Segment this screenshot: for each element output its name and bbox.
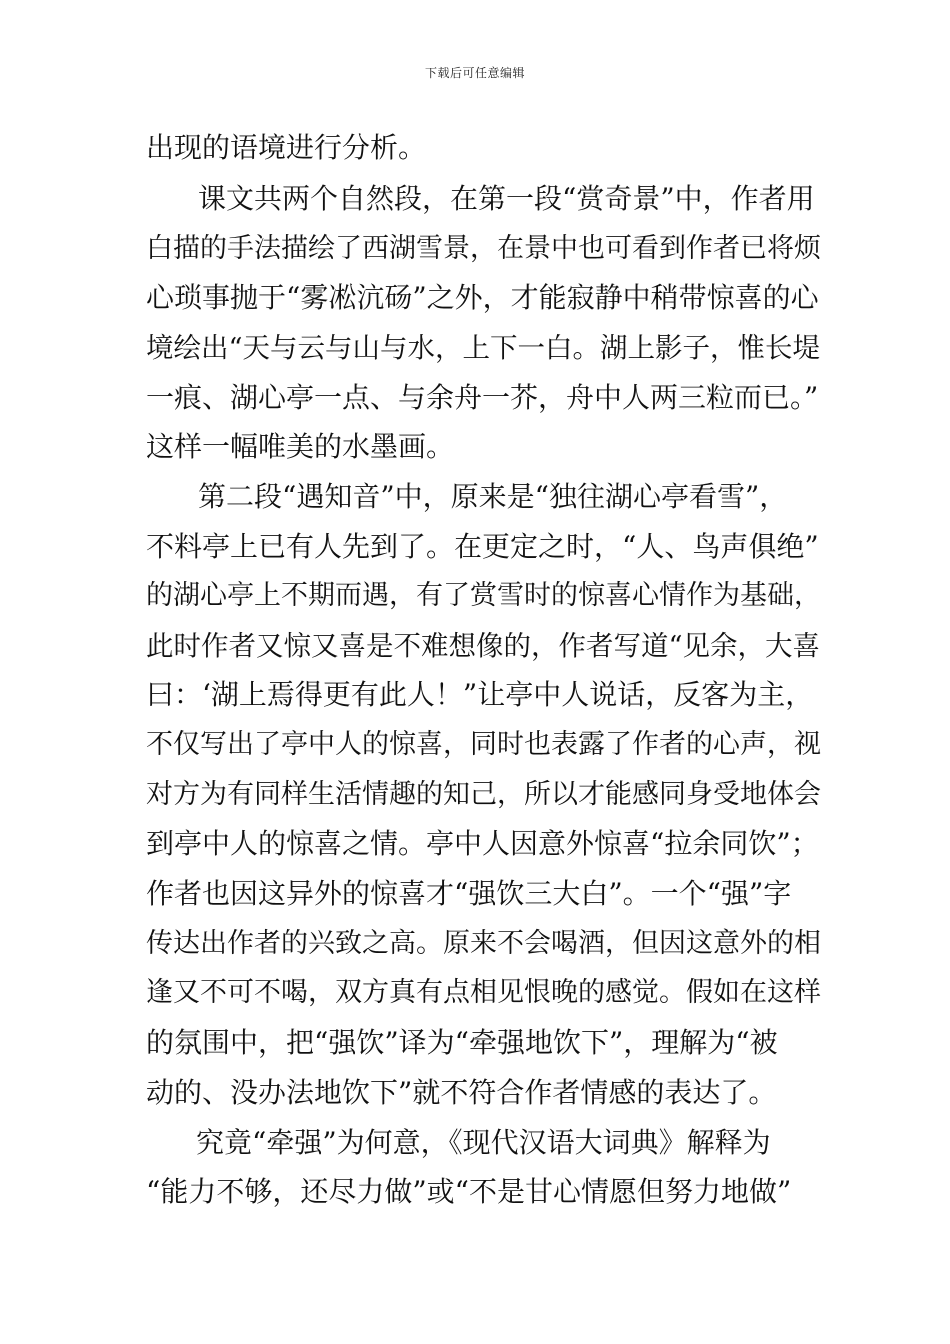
text-line: 的湖心亭上不期而遇，有了赏雪时的惊喜心情作为基础， bbox=[146, 580, 821, 611]
text-line: 这样一幅唯美的水墨画。 bbox=[146, 430, 455, 463]
text-line: 曰：‘湖上焉得更有此人！”让亭中人说话，反客为主， bbox=[146, 678, 814, 711]
text-line: 逢又不可不喝，双方真有点相见恨晚的感觉。假如在这样 bbox=[146, 977, 821, 1008]
text-line: 一痕、湖心亭一点、与余舟一芥，舟中人两三粒而已。” bbox=[146, 381, 819, 414]
text-line: 对方为有同样生活情趣的知己，所以才能感同身受地体会 bbox=[146, 779, 821, 810]
text-line: 不料亭上已有人先到了。在更定之时，“人、鸟声俱绝” bbox=[146, 530, 819, 563]
text-line: 的氛围中，把“强饮”译为“牵强地饮下”，理解为“被 bbox=[146, 1026, 778, 1059]
text-line: 心琐事抛于“雾凇沆砀”之外，才能寂静中稍带惊喜的心 bbox=[146, 281, 819, 314]
text-line: 作者也因这异外的惊喜才“强饮三大白”。一个“强”字 bbox=[146, 877, 792, 910]
text-line: “能力不够，还尽力做”或“不是甘心情愿但努力地做” bbox=[146, 1175, 792, 1208]
text-line: 动的、没办法地饮下”就不符合作者情感的表达了。 bbox=[146, 1076, 777, 1109]
text-line: 境绘出“天与云与山与水，上下一白。湖上影子，惟长堤 bbox=[146, 332, 821, 364]
text-line: 此时作者又惊又喜是不难想像的，作者写道“见余，大喜 bbox=[146, 630, 821, 662]
paragraph-start-line: 课文共两个自然段，在第一段“赏奇景”中，作者用 bbox=[198, 182, 815, 215]
text-line: 不仅写出了亭中人的惊喜，同时也表露了作者的心声，视 bbox=[146, 729, 821, 760]
text-line: 出现的语境进行分析。 bbox=[146, 131, 427, 164]
text-line: 传达出作者的兴致之高。原来不会喝酒，但因这意外的相 bbox=[146, 928, 821, 959]
paragraph-start-line: 究竟“牵强”为何意，《现代汉语大词典》解释为 bbox=[196, 1126, 771, 1159]
text-line: 白描的手法描绘了西湖雪景，在景中也可看到作者已将烦 bbox=[146, 233, 821, 264]
paragraph-start-line: 第二段“遇知音”中，原来是“独往湖心亭看雪”， bbox=[198, 480, 788, 513]
page-header: 下载后可任意编辑 bbox=[424, 66, 525, 80]
text-line: 到亭中人的惊喜之情。亭中人因意外惊喜“拉余同饮”； bbox=[146, 827, 819, 860]
